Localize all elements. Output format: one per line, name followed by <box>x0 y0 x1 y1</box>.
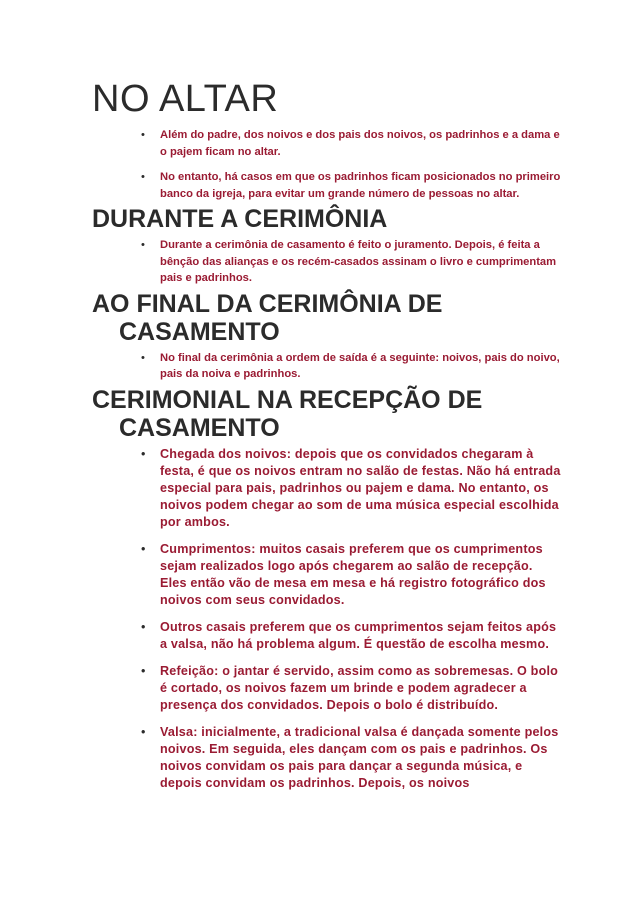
section-list-final-cerimonia <box>92 350 562 383</box>
section-list-recepcao <box>92 446 562 792</box>
section-list-no-altar <box>92 127 562 202</box>
list-item: • Cumprimentos: muitos casais preferem que os cumprimentos sejam realizados logo após chegarem ao salão de recepção. Eles então vão de mesa em mesa e há registro fotográfico dos noivos com seus convidados. <box>92 541 562 609</box>
section-title-durante-cerimonia: DURANTE A CERIMÔNIA <box>92 205 388 233</box>
list-item: • Valsa: inicialmente, a tradicional valsa é dançada somente pelos noivos. Em seguida, eles dançam com os pais e padrinhos. Os noivos convidam os pais para dançar a segunda música, e depois convidam os padrinhos. Depois, os noivos <box>92 724 562 792</box>
document-page <box>92 78 562 802</box>
section-title-no-altar: NO ALTAR <box>92 78 279 120</box>
list-item: • Chegada dos noivos: depois que os convidados chegaram à festa, é que os noivos entram no salão de festas. Não há entrada especial para pais, padrinhos ou pajem e dama. No entanto, os noivos podem chegar ao som de uma música especial escolhida por ambos. <box>92 446 562 531</box>
section-title-recepcao: CERIMONIAL NA RECEPÇÃO DE CASAMENTO <box>92 385 483 442</box>
list-item: • Refeição: o jantar é servido, assim como as sobremesas. O bolo é cortado, os noivos fazem um brinde e podem agradecer a presença dos convidados. Depois o bolo é distribuído. <box>92 663 562 714</box>
list-item: • Outros casais preferem que os cumprimentos sejam feitos após a valsa, não há problema algum. É questão de escolha mesmo. <box>92 619 562 653</box>
list-item: • No entanto, há casos em que os padrinhos ficam posicionados no primeiro banco da igreja, para evitar um grande número de pessoas no altar. <box>92 169 562 202</box>
section-list-durante-cerimonia <box>92 237 562 287</box>
section-title-final-cerimonia: AO FINAL DA CERIMÔNIA DE CASAMENTO <box>92 289 443 346</box>
list-item: • No final da cerimônia a ordem de saída é a seguinte: noivos, pais do noivo, pais da noiva e padrinhos. <box>92 350 562 383</box>
list-item: • Além do padre, dos noivos e dos pais dos noivos, os padrinhos e a dama e o pajem ficam no altar. <box>92 127 562 160</box>
list-item: • Durante a cerimônia de casamento é feito o juramento. Depois, é feita a bênção das alianças e os recém-casados assinam o livro e cumprimentam pais e padrinhos. <box>92 237 562 287</box>
